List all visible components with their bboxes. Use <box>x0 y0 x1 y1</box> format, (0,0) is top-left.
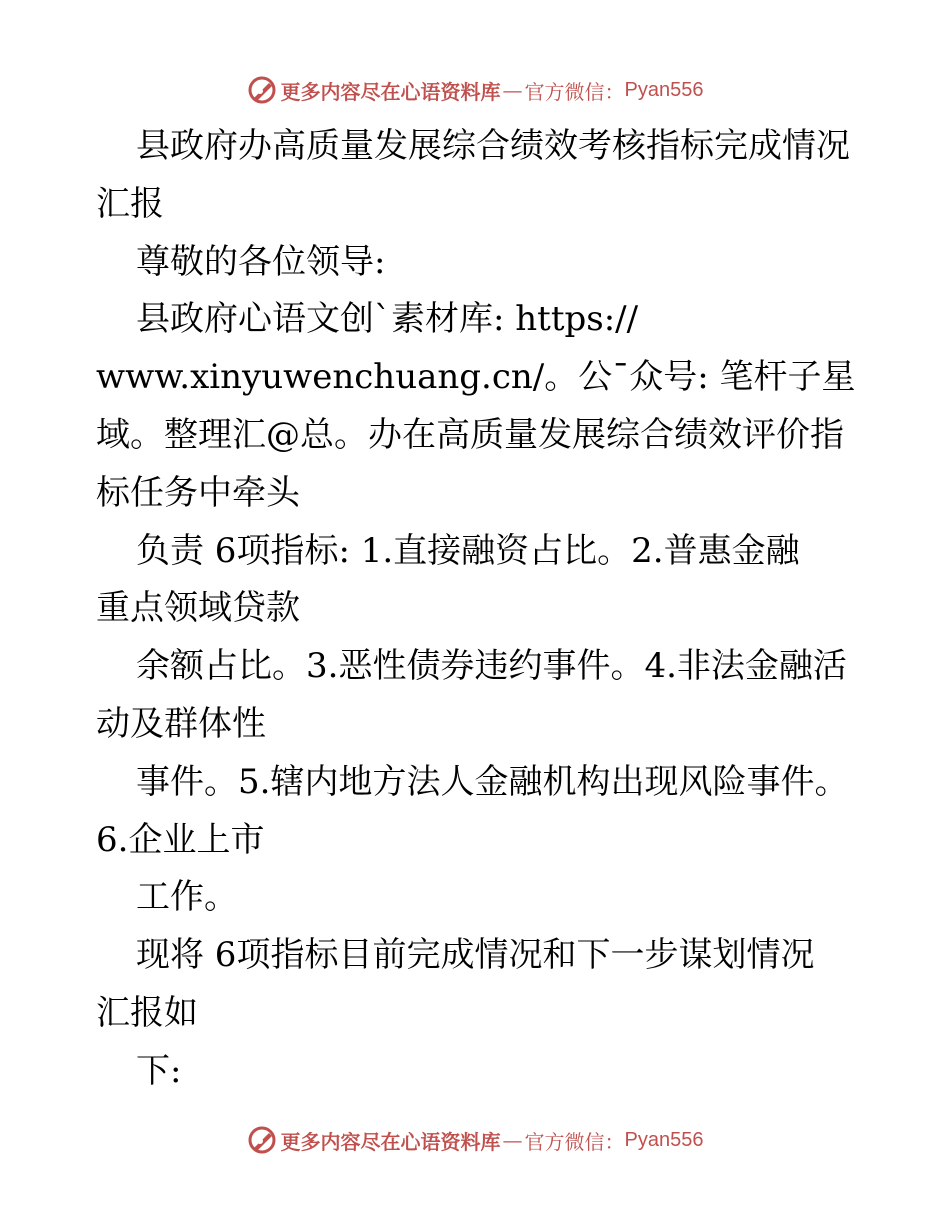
document-body <box>96 118 866 1101</box>
banner-text: 更多内容尽在心语资料库 <box>280 79 501 104</box>
paragraph-line: www.xinyuwenchuang.cn/。公¯众号: 笔杆子星 <box>96 357 856 398</box>
paragraph-line: 工作。 <box>136 877 238 918</box>
doc-title-line-2: 汇报 <box>96 183 164 224</box>
banner-label: 官方微信： <box>524 79 625 104</box>
pen-logo-icon <box>247 75 277 105</box>
header-banner[interactable] <box>0 70 950 110</box>
banner-label: 官方微信： <box>524 1129 625 1154</box>
paragraph-line: 域。整理汇@总。办在高质量发展综合绩效评价指 <box>96 414 844 455</box>
doc-title-line-1: 县政府办高质量发展综合绩效考核指标完成情况 <box>136 126 850 166</box>
paragraph-line: 标任务中牵头 <box>96 472 300 513</box>
banner-text: 更多内容尽在心语资料库 <box>280 1129 501 1154</box>
paragraph-line: 汇报如 <box>96 992 198 1033</box>
paragraph-line: 下: <box>136 1050 182 1091</box>
banner-separator: — <box>502 1128 523 1152</box>
paragraph-line: 负责 6项指标: 1.直接融资占比。2.普惠金融 <box>136 530 800 571</box>
paragraph-line: 事件。5.辖内地方法人金融机构出现风险事件。 <box>136 761 849 802</box>
salutation: 尊敬的各位领导: <box>136 241 386 282</box>
paragraph-line: 动及群体性 <box>96 703 266 744</box>
banner-separator: — <box>502 78 523 102</box>
paragraph-line: 重点领域贷款 <box>96 588 300 629</box>
paragraph-line: 6.企业上市 <box>96 819 265 860</box>
banner-wechat-id: Pyan556 <box>624 78 704 101</box>
banner-wechat-id: Pyan556 <box>624 1128 704 1151</box>
paragraph-line: 现将 6项指标目前完成情况和下一步谋划情况 <box>136 935 815 976</box>
paragraph-line: 余额占比。3.恶性债券违约事件。4.非法金融活 <box>136 646 847 687</box>
paragraph-line: 县政府心语文创`素材库: https:// <box>136 299 639 340</box>
pen-logo-icon <box>247 1125 277 1155</box>
footer-banner[interactable] <box>0 1120 950 1160</box>
